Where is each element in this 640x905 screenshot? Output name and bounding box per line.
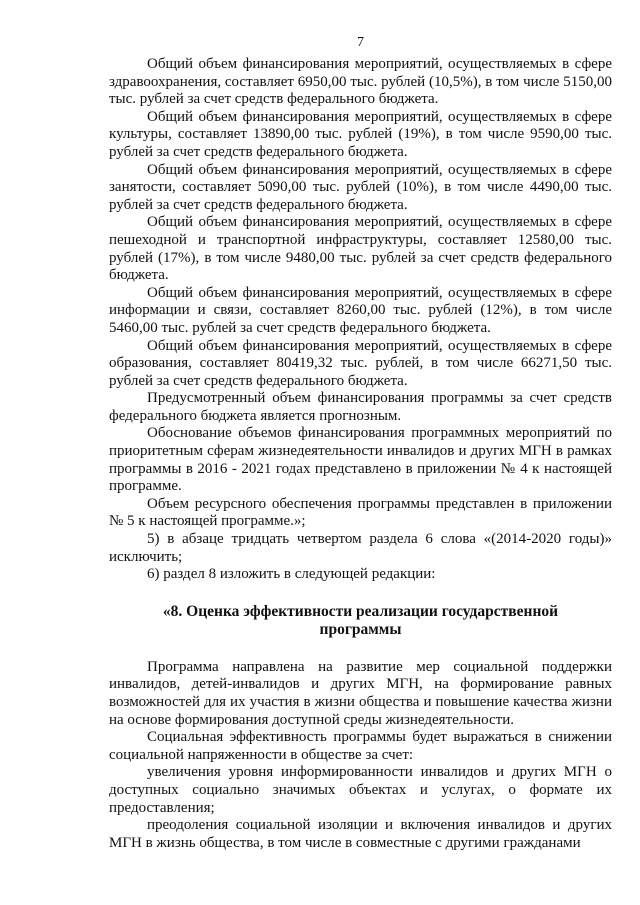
paragraph-justification: Обоснование объемов финансирования программных мероприятий по приоритетным сферам жизнедеятельности инвалидов и других МГН в рамках программы в 2016 - 2021 годах представлено в приложении № 4 к настоящей программе. xyxy=(109,425,612,495)
paragraph-amendment-6: 6) раздел 8 изложить в следующей редакции: xyxy=(147,566,436,583)
section-heading-line-1: «8. Оценка эффективности реализации государственной xyxy=(162,602,559,620)
paragraph-amendment-5: 5) в абзаце тридцать четвертом раздела 6 слова «(2014-2020 годы)» исключить; xyxy=(109,531,612,565)
paragraph-employment-funding: Общий объем финансирования мероприятий, осуществляемых в сфере занятости, составляет 5090,00 тыс. рублей (10%), в том числе 4490,00 тыс. рублей за счет средств федерального бюджета. xyxy=(109,161,612,213)
paragraph-healthcare-funding: Общий объем финансирования мероприятий, осуществляемых в сфере здравоохранения, составляет 6950,00 тыс. рублей (10,5%), в том числе 5150,00 тыс. рублей за счет средств федерального бюджета. xyxy=(109,56,612,108)
paragraph-resource-volume: Объем ресурсного обеспечения программы представлен в приложении № 5 к настоящей программе.»; xyxy=(109,495,612,530)
paragraph-education-funding: Общий объем финансирования мероприятий, осуществляемых в сфере образования, составляет 80419,32 тыс. рублей, в том числе 66271,50 тыс. рублей за счет средств федерального бюджета. xyxy=(109,337,612,389)
section-heading xyxy=(109,603,612,639)
body-text-after xyxy=(109,659,612,853)
paragraph-forecast-note: Предусмотренный объем финансирования программы за счет средств федерального бюджета является прогнозным. xyxy=(109,390,612,424)
paragraph-information-funding: Общий объем финансирования мероприятий, осуществляемых в сфере информации и связи, составляет 8260,00 тыс. рублей (12%), в том числе 5460,00 тыс. рублей за счет средств федерального бюджета. xyxy=(109,284,612,336)
paragraph-culture-funding: Общий объем финансирования мероприятий, осуществляемых в сфере культуры, составляет 13890,00 тыс. рублей (19%), в том числе 9590,00 тыс. рублей за счет средств федерального бюджета. xyxy=(109,108,612,160)
paragraph-transport-funding: Общий объем финансирования мероприятий, осуществляемых в сфере пешеходной и транспортной инфраструктуры, составляет 12580,00 тыс. рублей (17%), в том числе 9480,00 тыс. рублей за счет средств федерального бюджета. xyxy=(109,214,612,284)
paragraph-program-goal: Программа направлена на развитие мер социальной поддержки инвалидов, детей-инвалидов и других МГН, на формирование равных возможностей для их участия в жизни общества и повышение качества жизни на основе формирования доступной среды жизнедеятельности. xyxy=(109,658,612,728)
paragraph-isolation: преодоления социальной изоляции и включения инвалидов и других МГН в жизнь общества, в том числе в совместные с другими гражданами xyxy=(109,817,612,851)
page-number: 7 xyxy=(357,35,364,50)
section-heading-line-2: программы xyxy=(319,620,402,638)
paragraph-social-effect: Социальная эффективность программы будет выражаться в снижении социальной напряженности в обществе за счет: xyxy=(109,729,612,763)
paragraph-awareness: увеличения уровня информированности инвалидов и других МГН о доступных социально значимых объектах и услугах, о формате их предоставления; xyxy=(109,764,612,816)
body-text-before xyxy=(109,56,612,584)
